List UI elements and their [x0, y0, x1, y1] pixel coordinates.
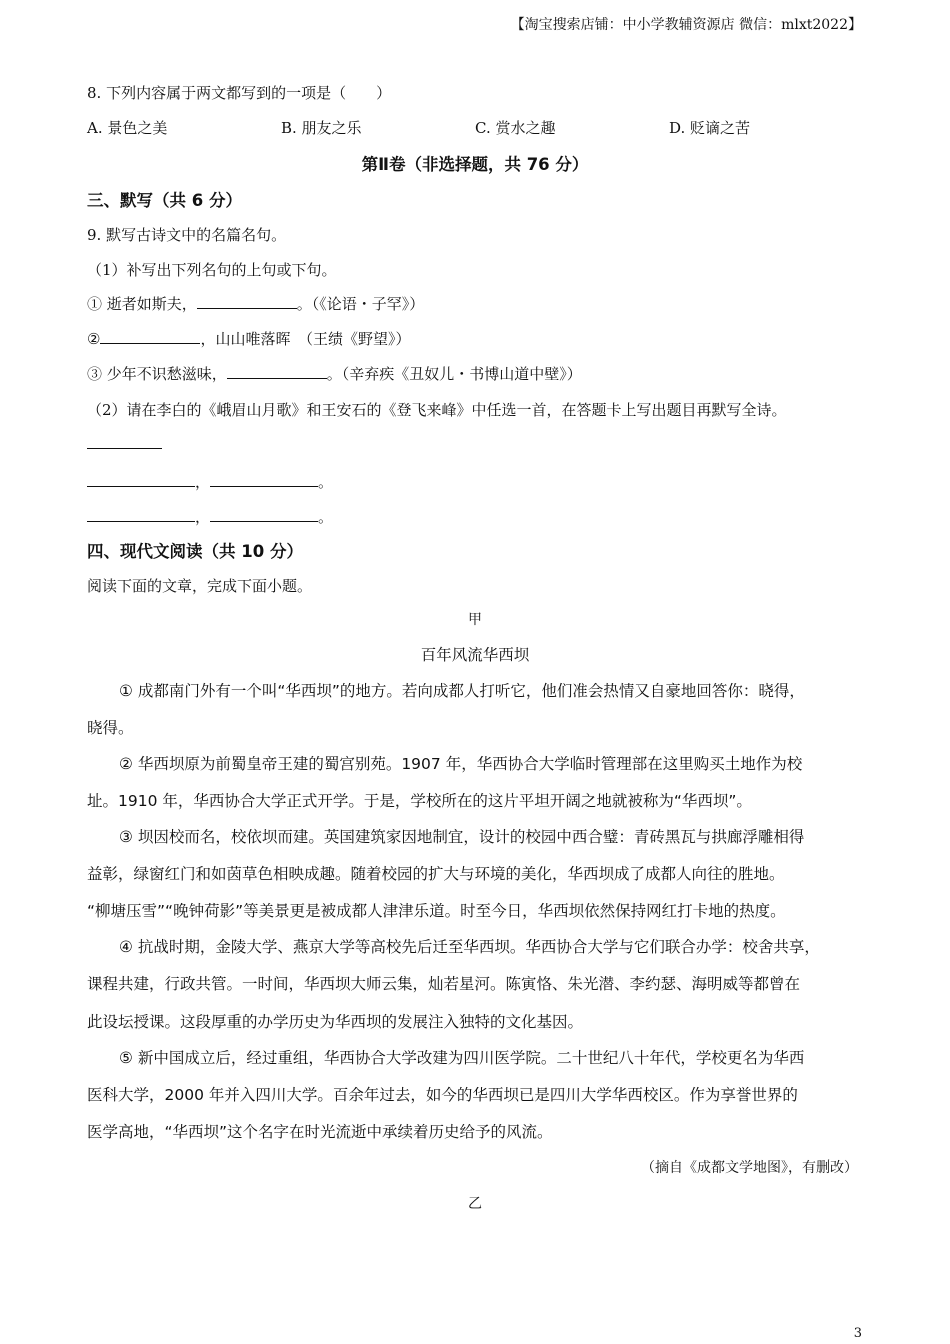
line2-prefix: ② — [87, 330, 101, 348]
q8-option-b: B. 朋友之乐 — [281, 119, 362, 137]
section4-title: 四、现代文阅读（共 10 分） — [87, 542, 303, 561]
q8-option-a: A. 景色之美 — [87, 119, 168, 137]
article-line-9: 课程共建，行政共管。一时间，华西坝大师云集，灿若星河。陈寅恪、朱光潜、李约瑟、海明威等都曾在 — [87, 975, 801, 993]
poem-comma-2: ， — [195, 508, 211, 526]
section4-intro: 阅读下面的文章，完成下面小题。 — [87, 577, 313, 595]
article-line-3: ② 华西坝原为前蜀皇帝王建的蜀宫别苑。1907 年，华西协合大学临时管理部在这里购买土地作为校 — [119, 755, 803, 773]
q9-line1 — [87, 293, 424, 314]
part2-title: 第Ⅱ卷（非选择题，共 76 分） — [361, 155, 589, 174]
answer-blank-1[interactable] — [197, 296, 297, 309]
article-line-1: ① 成都南门外有一个叫“华西坝”的地方。若向成都人打听它，他们准会热情又自豪地回答你：晓得， — [119, 682, 805, 700]
poem-title-blank[interactable] — [87, 448, 162, 449]
q8-option-d: D. 贬谪之苦 — [669, 119, 751, 137]
poem-line-1 — [87, 471, 333, 492]
article-source: （摘自《成都文学地图》，有删改） — [641, 1160, 858, 1176]
line3-suffix: 。（辛弃疾《丑奴儿・书博山道中壁》） — [326, 365, 582, 383]
page-header: 【淘宝搜索店铺：中小学教辅资源店 微信：mlxt2022】 — [510, 17, 862, 33]
passage-yi-label: 乙 — [468, 1196, 482, 1212]
line3-prefix: ③ 少年不识愁滋味， — [87, 365, 227, 383]
answer-blank-2[interactable] — [100, 331, 200, 344]
q9-sub1: （1）补写出下列名句的上句或下句。 — [87, 261, 337, 279]
poem-period-2: 。 — [318, 508, 334, 526]
q9-line2 — [87, 328, 410, 349]
poem-blank-3[interactable] — [87, 509, 195, 522]
article-line-13: 医学高地，“华西坝”这个名字在时光流逝中承续着历史给予的风流。 — [87, 1123, 553, 1141]
q9-stem: 9. 默写古诗文中的名篇名句。 — [87, 226, 287, 244]
q8-stem: 8. 下列内容属于两文都写到的一项是（ ） — [87, 84, 392, 102]
line1-prefix: ① 逝者如斯夫， — [87, 295, 197, 313]
page-number: 3 — [853, 1326, 862, 1341]
article-title: 百年风流华西坝 — [420, 646, 530, 664]
q8-option-c: C. 赏水之趣 — [475, 119, 556, 137]
article-line-8: ④ 抗战时期，金陵大学、燕京大学等高校先后迁至华西坝。华西协合大学与它们联合办学：校舍共享， — [119, 938, 820, 956]
section3-title: 三、默写（共 6 分） — [87, 191, 242, 210]
poem-comma-1: ， — [195, 473, 211, 491]
article-line-5: ③ 坝因校而名，校依坝而建。英国建筑家因地制宜，设计的校园中西合璧：青砖黑瓦与拱廊浮雕相得 — [119, 828, 805, 846]
poem-line-2 — [87, 506, 333, 527]
poem-blank-4[interactable] — [210, 509, 318, 522]
article-line-10: 此设坛授课。这段厚重的办学历史为华西坝的发展注入独特的文化基因。 — [87, 1013, 584, 1031]
q9-line3 — [87, 363, 582, 384]
article-line-4: 址。1910 年，华西协合大学正式开学。于是，学校所在的这片平坦开阔之地就被称为“华西坝”。 — [87, 792, 752, 810]
article-line-12: 医科大学，2000 年并入四川大学。百余年过去，如今的华西坝已是四川大学华西校区。作为享誉世界的 — [87, 1086, 798, 1104]
article-line-11: ⑤ 新中国成立后，经过重组，华西协合大学改建为四川医学院。二十世纪八十年代，学校更名为华西 — [119, 1049, 805, 1067]
article-line-7: “柳塘压雪”“晚钟荷影”等美景更是被成都人津津乐道。时至今日，华西坝依然保持网红打卡地的热度。 — [87, 902, 786, 920]
poem-blank-2[interactable] — [210, 474, 318, 487]
article-line-2: 晓得。 — [87, 719, 134, 737]
passage-jia-label: 甲 — [468, 612, 482, 628]
line2-suffix: ，山山唯落晖 （王绩《野望》） — [200, 330, 411, 348]
poem-blank-1[interactable] — [87, 474, 195, 487]
q9-sub2: （2）请在李白的《峨眉山月歌》和王安石的《登飞来峰》中任选一首，在答题卡上写出题目再默写全诗。 — [87, 401, 787, 419]
poem-period-1: 。 — [318, 473, 334, 491]
article-line-6: 益彰，绿窗红门和如茵草色相映成趣。随着校园的扩大与环境的美化，华西坝成了成都人向往的胜地。 — [87, 865, 785, 883]
answer-blank-3[interactable] — [227, 366, 327, 379]
line1-suffix: 。（《论语・子罕》） — [296, 295, 425, 313]
